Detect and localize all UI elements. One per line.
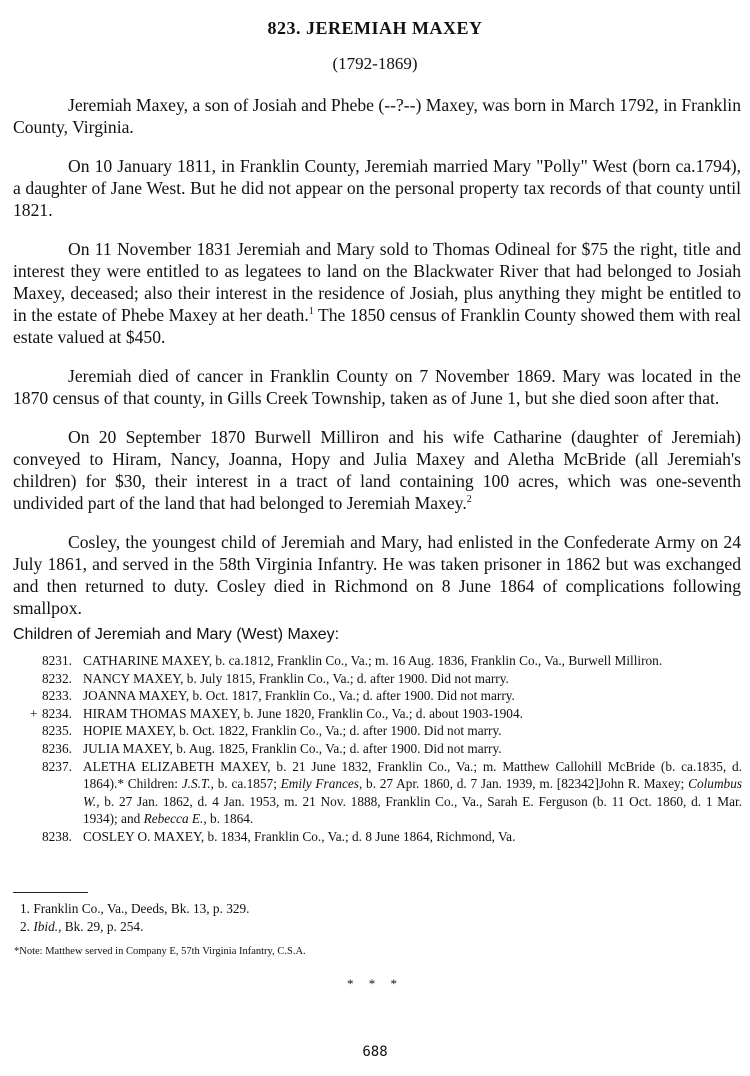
child-number: 8235. bbox=[42, 723, 72, 739]
life-dates: (1792-1869) bbox=[332, 54, 418, 73]
child-text: COSLEY O. MAXEY, b. 1834, Franklin Co., Va.; d. 8 June 1864, Richmond, Va. bbox=[83, 828, 516, 844]
paragraph: Cosley, the youngest child of Jeremiah and Mary, had enlisted in the Confederate Army on 24 July 1861, and served in the 58th Virginia Infantry. He was taken prisoner in 1862 but was exchanged and then returned to duty. Cosley died in Richmond on 8 June 1864 of complications following smallpox. bbox=[13, 532, 741, 618]
list-item bbox=[0, 652, 742, 670]
footnote-ref: 1 bbox=[308, 306, 314, 318]
children-heading: Children of Jeremiah and Mary (West) Maxey: bbox=[13, 626, 340, 643]
child-text: NANCY MAXEY, b. July 1815, Franklin Co., Va.; d. after 1900. Did not marry. bbox=[83, 670, 509, 686]
child-text-segment: , b. 27 Apr. 1860, d. 7 Jan. 1939, m. [82342]John R. Maxey; bbox=[358, 776, 689, 792]
footnote-text: , Bk. 29, p. 254. bbox=[58, 919, 144, 934]
child-number: 8231. bbox=[42, 653, 72, 668]
list-item bbox=[0, 670, 742, 688]
child-number: 8236. bbox=[42, 740, 72, 756]
footnote-number: 2. bbox=[20, 919, 30, 934]
footnote bbox=[20, 918, 250, 936]
child-text: JOANNA MAXEY, b. Oct. 1817, Franklin Co., Va.; d. after 1900. Did not marry. bbox=[83, 688, 515, 704]
child-text: HIRAM THOMAS MAXEY, b. June 1820, Franklin Co., Va.; d. about 1903-1904. bbox=[83, 705, 523, 721]
body-text bbox=[13, 94, 741, 636]
footnotes bbox=[20, 900, 250, 936]
child-text-segment: , b. ca.1857; bbox=[210, 776, 281, 792]
page-title: 823. JEREMIAH MAXEY bbox=[267, 18, 483, 38]
paragraph-text: The 1850 census of Franklin County showed them with real estate valued at $450. bbox=[13, 305, 741, 347]
footnote-text: Franklin Co., Va., Deeds, Bk. 13, p. 329. bbox=[33, 901, 250, 916]
child-text-segment: , b. 27 Jan. 1862, d. 4 Jan. 1953, m. 21 Nov. 1888, Franklin Co., Va., Sarah E. Ferguson (b. 11 Oct. 1860, d. 1 Mar. 1934); and bbox=[83, 793, 742, 827]
footnote-note: *Note: Matthew served in Company E, 57th Virginia Infantry, C.S.A. bbox=[14, 946, 306, 957]
grandchild-name: Columbus W. bbox=[83, 776, 743, 809]
child-text: CATHARINE MAXEY, b. ca.1812, Franklin Co., Va.; m. 16 Aug. 1836, Franklin Co., Va., Burwell Milliron. bbox=[83, 653, 663, 668]
paragraph bbox=[13, 426, 741, 514]
grandchild-name: J.S.T. bbox=[181, 776, 211, 792]
list-item bbox=[0, 828, 742, 846]
list-item bbox=[0, 722, 742, 740]
child-text: HOPIE MAXEY, b. Oct. 1822, Franklin Co., Va.; d. after 1900. Did not marry. bbox=[83, 723, 502, 739]
grandchild-name: Rebecca E. bbox=[143, 811, 204, 827]
grandchild-name: Emily Frances bbox=[280, 776, 359, 792]
paragraph-text: On 20 September 1870 Burwell Milliron and his wife Catharine (daughter of Jeremiah) conveyed to Hiram, Nancy, Joanna, Hopy and Julia Maxey and Aletha McBride (all Jeremiah's children) for $30, their interest in a tract of land containing 100 acres, which was one-seventh undivided part of the land that had belonged to Jeremiah Maxey. bbox=[13, 427, 741, 513]
list-item bbox=[0, 758, 742, 828]
footnote-ref: 2 bbox=[466, 494, 472, 506]
footnote bbox=[20, 900, 250, 918]
child-number: 8232. bbox=[42, 670, 72, 686]
child-text-segment: , b. 1864. bbox=[203, 811, 254, 827]
page-number: 688 bbox=[362, 1044, 388, 1060]
paragraph: Jeremiah died of cancer in Franklin County on 7 November 1869. Mary was located in the 1870 census of that county, in Gills Creek Township, taken as of June 1, but she died soon after that. bbox=[13, 366, 741, 408]
child-number: 8237. bbox=[42, 758, 72, 774]
child-number: 8238. bbox=[42, 828, 72, 844]
footnote-divider bbox=[13, 892, 88, 893]
list-item bbox=[0, 740, 742, 758]
footnote-number: 1. bbox=[20, 901, 30, 916]
child-number: 8234. bbox=[42, 705, 72, 721]
children-list bbox=[0, 652, 742, 846]
descendant-mark: + bbox=[30, 705, 38, 721]
list-item bbox=[0, 705, 742, 723]
paragraph: Jeremiah Maxey, a son of Josiah and Phebe (--?--) Maxey, was born in March 1792, in Franklin County, Virginia. bbox=[13, 95, 741, 137]
child-text bbox=[83, 759, 742, 827]
child-text-segment: ALETHA ELIZABETH MAXEY, b. 21 June 1832, Franklin Co., Va.; m. Matthew Callohill McBride (b. ca.1835, d. 1864).* Children: bbox=[83, 758, 742, 792]
paragraph: On 10 January 1811, in Franklin County, Jeremiah married Mary "Polly" West (born ca.1794), a daughter of Jane West. But he did not appear on the personal property tax records of that county until 1821. bbox=[13, 156, 741, 220]
section-break: * * * bbox=[347, 976, 403, 991]
list-item bbox=[0, 687, 742, 705]
child-number: 8233. bbox=[42, 688, 72, 704]
footnote-ibid: Ibid. bbox=[33, 919, 59, 934]
child-text: JULIA MAXEY, b. Aug. 1825, Franklin Co., Va.; d. after 1900. Did not marry. bbox=[83, 740, 502, 756]
paragraph-text: On 11 November 1831 Jeremiah and Mary sold to Thomas Odineal for $75 the right, title and interest they were entitled to as legatees to land on the Blackwater River that had belonged to Josiah Maxey, deceased; also their interest in the residence of Josiah, plus anything they might be entitled to in the estate of Phebe Maxey at her death. bbox=[13, 239, 741, 325]
paragraph bbox=[13, 238, 741, 348]
